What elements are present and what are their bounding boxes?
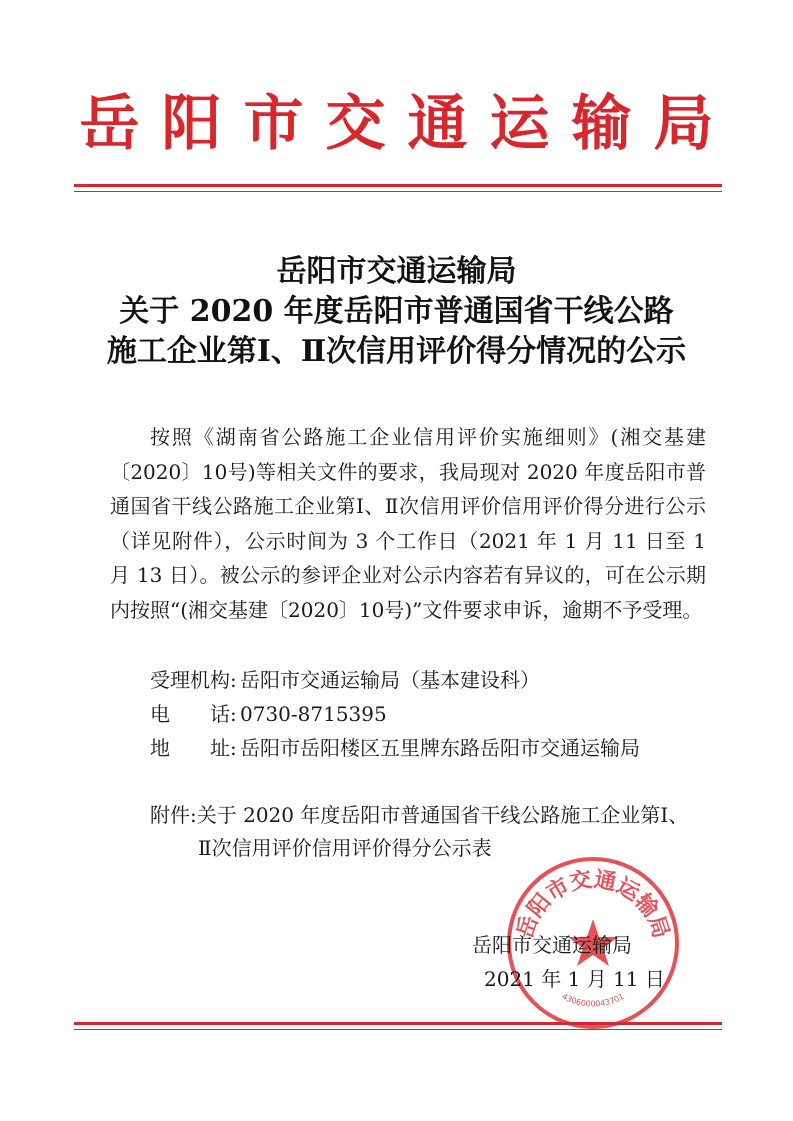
title-line-1: 岳阳市交通运输局 xyxy=(276,254,517,289)
contact-address-value: 岳阳市岳阳楼区五里牌东路岳阳市交通运输局 xyxy=(240,736,640,760)
signature-org: 岳阳市交通运输局 xyxy=(472,933,632,957)
contact-address-row xyxy=(150,732,640,764)
seal-code: 4306000043701 xyxy=(560,991,626,1009)
title-line-2: 关于 2020 年度岳阳市普通国省干线公路 xyxy=(119,294,674,329)
letterhead-title: 岳阳市交通运输局 xyxy=(79,89,736,159)
signature-block xyxy=(472,928,665,996)
contact-phone-label: 电 话: xyxy=(150,702,237,726)
seal-text: 岳阳市交通运输局 xyxy=(512,867,674,942)
footer-rule-thick xyxy=(74,1022,722,1025)
contact-org-value: 岳阳市交通运输局（基本建设科） xyxy=(240,668,540,692)
contact-phone-value: 0730-8715395 xyxy=(240,702,387,726)
contact-address-label: 地 址: xyxy=(150,736,237,760)
document-title xyxy=(0,252,793,372)
contact-org-row xyxy=(150,664,540,696)
footer-rule-thin xyxy=(74,1029,722,1030)
contact-org-label: 受理机构: xyxy=(150,668,237,692)
signature-date: 2021 年 1 月 11 日 xyxy=(484,967,665,991)
body-paragraph: 按照《湖南省公路施工企业信用评价实施细则》(湘交基建〔2020〕10号)等相关文件的要求，我局现对 2020 年度岳阳市普通国省干线公路施工企业第Ⅰ、Ⅱ次信用评价信用评价得分进行公示（详见附件），公示时间为 3 个工作日（2021 年 1 月 11 日至 1 月 13 日）。被公示的参评企业对公示内容若有异议的，可在公示期内按照“(湘交基建〔2020〕10号)”文件要求申诉，逾期不予受理。 xyxy=(110,425,706,622)
letterhead-rule-thin xyxy=(74,191,722,192)
contact-phone-row xyxy=(150,698,387,730)
attachment-line-1: 附件:关于 2020 年度岳阳市普通国省干线公路施工企业第Ⅰ、 xyxy=(150,803,689,827)
attachment-line-2: Ⅱ次信用评价信用评价得分公示表 xyxy=(198,836,492,860)
letterhead-rule-thick xyxy=(74,184,722,187)
title-line-3: 施工企业第Ⅰ、Ⅱ次信用评价得分情况的公示 xyxy=(106,334,687,369)
